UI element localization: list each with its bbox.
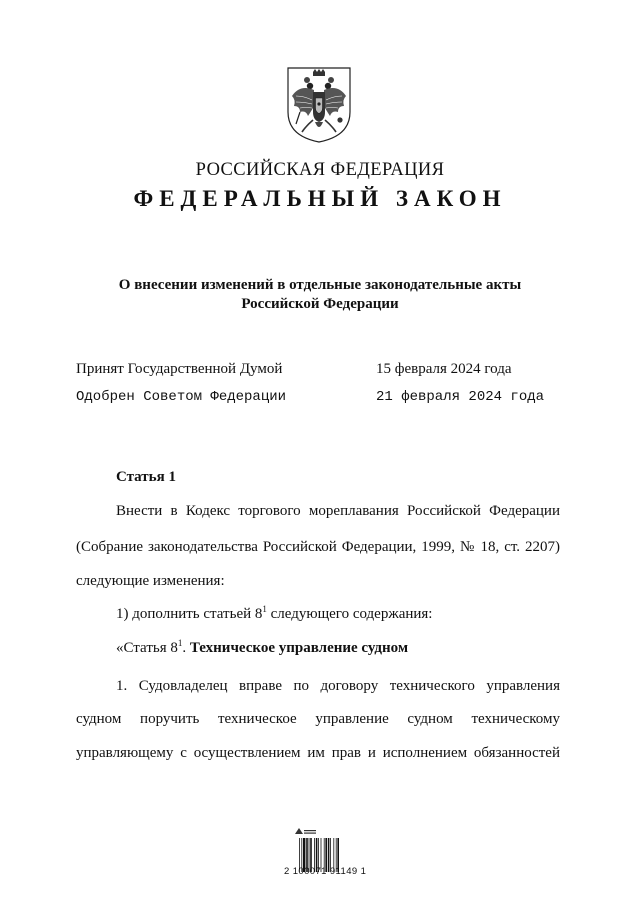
coat-of-arms-icon [286,66,352,144]
document-title-line: О внесении изменений в отдельные законодательные акты [118,277,522,293]
barcode-number: 2 100071 91149 1 [284,866,367,877]
document-title [60,276,580,314]
paragraph-line: 1. Судовладелец вправе по договору технического управления [116,678,560,694]
paragraph-line: (Собрание законодательства Российской Федерации, 1999, № 18, ст. 2207) [76,539,560,555]
adopted-date: 15 февраля 2024 года [376,361,512,377]
new-article-dot: . [182,640,190,656]
country-name: РОССИЙСКАЯ ФЕДЕРАЦИЯ [195,160,445,180]
paragraph-line: судном поручить техническое управление судном техническому [76,711,560,727]
superscript: 1 [262,604,267,614]
superscript: 1 [177,638,183,648]
adopted-label: Принят Государственной Думой [76,361,283,377]
new-article-heading [116,640,560,657]
barcode-logo-icon [293,826,319,836]
paragraph-line: Внести в Кодекс торгового мореплавания Российской Федерации [116,503,560,519]
approved-date: 21 февраля 2024 года [376,389,545,405]
approved-label: Одобрен Советом Федерации [76,389,287,405]
paragraph-line: управляющему с осуществлением им прав и исполнением обязанностей [76,745,560,761]
document-title-line: Российской Федерации [241,296,399,312]
document-type: ФЕДЕРАЛЬНЫЙ ЗАКОН [133,186,507,211]
amendment-item-text: 1) дополнить статьей 8 [116,606,263,622]
new-article-number: «Статья 8 [116,640,178,656]
new-article-title: Техническое управление судном [189,640,409,656]
amendment-item [116,606,560,623]
article-heading: Статья 1 [116,469,176,485]
amendment-item-text: следующего содержания: [266,606,433,622]
paragraph-line: следующие изменения: [76,573,225,589]
